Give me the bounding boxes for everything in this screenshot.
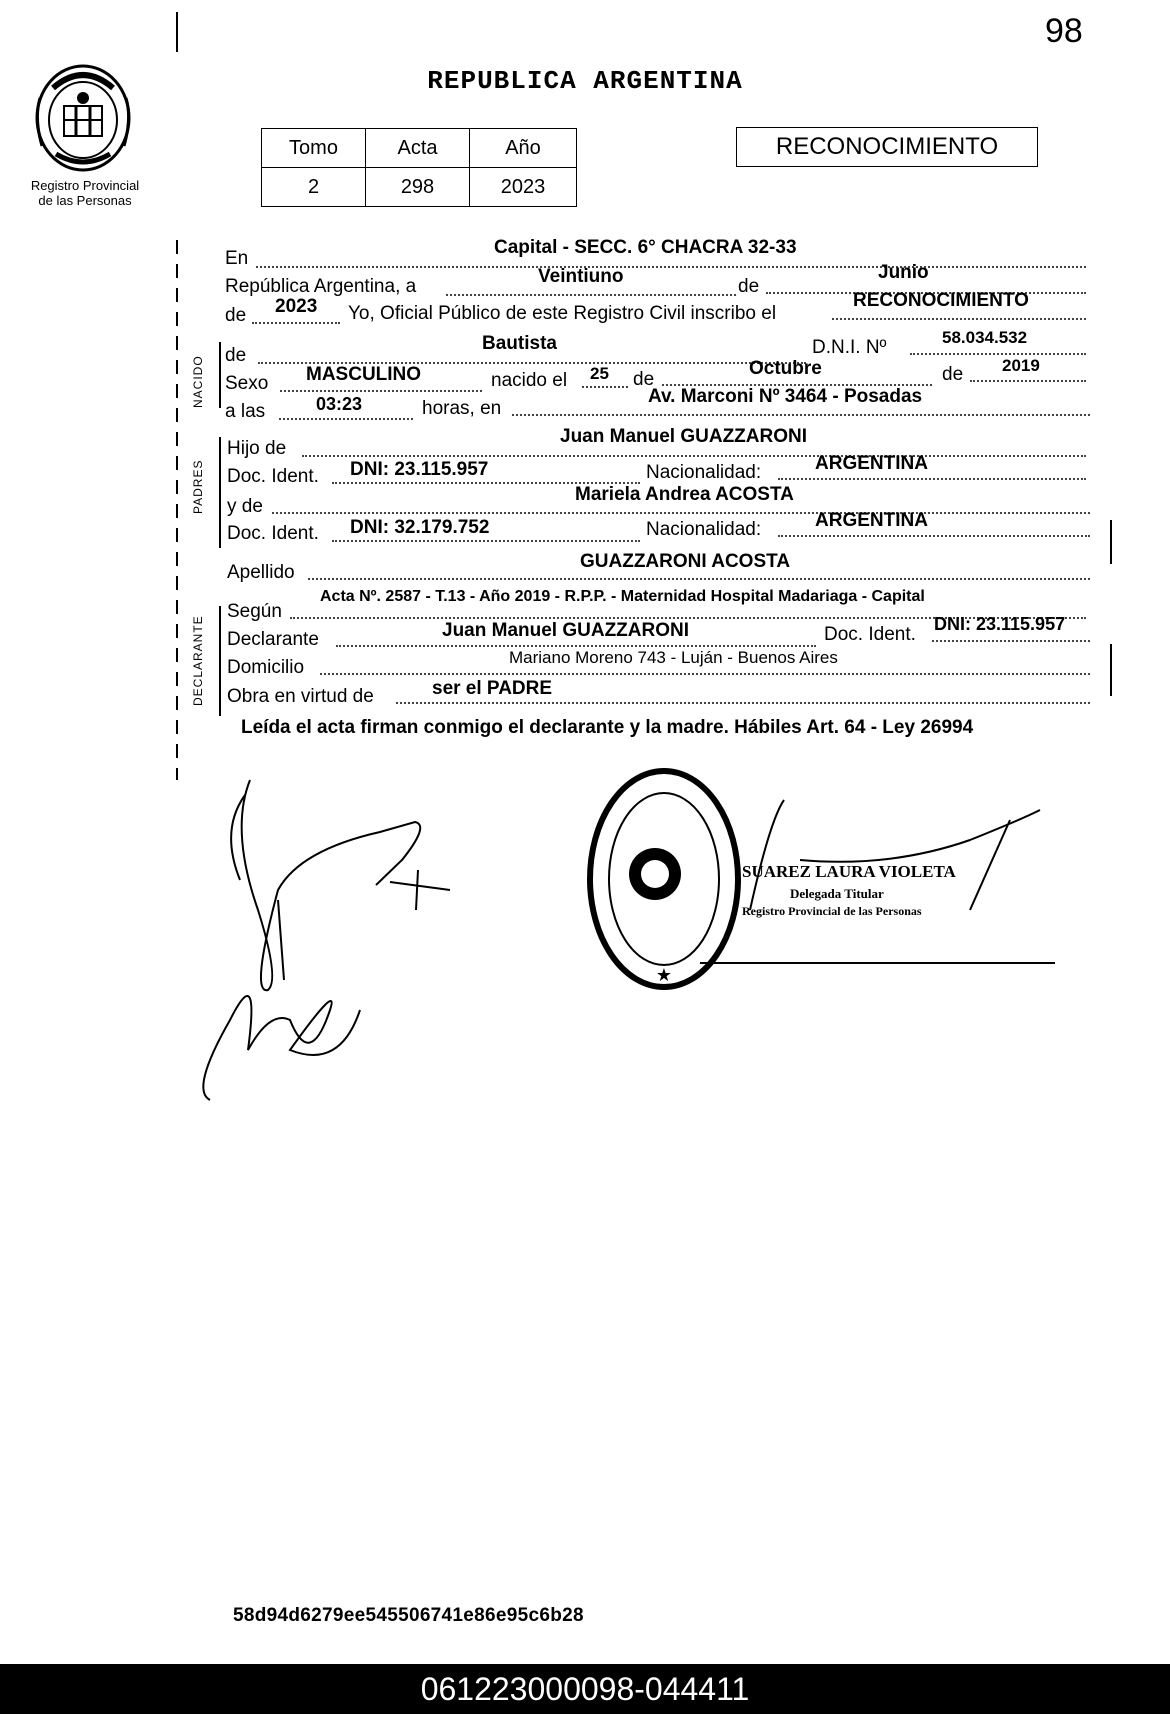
- margin-mark: [176, 240, 178, 780]
- label-doc-ident2: Doc. Ident.: [227, 523, 319, 544]
- official-stamp: [585, 766, 743, 992]
- label-doc-ident3: Doc. Ident.: [824, 624, 916, 645]
- registry-table: [261, 128, 577, 207]
- act-type-box: RECONOCIMIENTO: [736, 127, 1038, 167]
- official-name: SUAREZ LAURA VIOLETA: [742, 862, 956, 881]
- value-segun: Acta Nº. 2587 - T.13 - Año 2019 - R.P.P. - Maternidad Hospital Madariaga - Capital: [320, 588, 925, 605]
- value-dni: 58.034.532: [942, 328, 1028, 347]
- value-mes: Junio: [878, 262, 929, 283]
- value-dia: Veintiuno: [538, 266, 624, 287]
- label-apellido: Apellido: [227, 562, 295, 583]
- value-dia-nac: 25: [590, 364, 609, 383]
- value-lugar: Capital - SECC. 6° CHACRA 32-33: [494, 237, 797, 258]
- label-declarante: Declarante: [227, 629, 319, 650]
- margin-mark: [176, 12, 178, 52]
- value-padre-doc: DNI: 23.115.957: [350, 459, 489, 480]
- label-nacido-el: nacido el: [491, 370, 568, 391]
- document-hash: 58d94d6279ee545506741e86e95c6b28: [233, 1605, 584, 1626]
- declarant-signature: [190, 770, 520, 1120]
- value-padre-nac: ARGENTINA: [815, 453, 928, 474]
- margin-mark: [1110, 520, 1112, 564]
- value-padre: Juan Manuel GUAZZARONI: [560, 426, 808, 447]
- label-de2: de: [225, 305, 247, 326]
- label-en: En: [225, 248, 249, 269]
- label-doc-ident: Doc. Ident.: [227, 466, 319, 487]
- acta-value: 298: [366, 168, 470, 207]
- label-domicilio: Domicilio: [227, 657, 305, 678]
- label-segun: Según: [227, 601, 282, 622]
- label-y-de: y de: [227, 496, 263, 517]
- side-label-declarante: DECLARANTE: [191, 615, 205, 706]
- label-yo: Yo, Oficial Público de este Registro Civil inscribo el: [348, 303, 777, 324]
- label-nacionalidad2: Nacionalidad:: [646, 519, 762, 540]
- label-hijo-de: Hijo de: [227, 438, 287, 459]
- value-apellido: GUAZZARONI ACOSTA: [580, 551, 791, 572]
- value-nombre: Bautista: [482, 333, 557, 354]
- label-republica: República Argentina, a: [225, 276, 417, 297]
- nacido-bracket: [219, 342, 221, 408]
- seal-icon: [28, 58, 138, 176]
- side-label-padres: PADRES: [191, 459, 205, 514]
- value-sexo: MASCULINO: [306, 364, 422, 385]
- value-domicilio: Mariano Moreno 743 - Luján - Buenos Aires: [509, 648, 838, 667]
- tomo-value: 2: [262, 168, 366, 207]
- value-anio: 2023: [275, 296, 318, 317]
- provincial-seal-logo: [28, 58, 138, 181]
- value-hora: 03:23: [316, 394, 363, 414]
- value-anio-nac: 2019: [1002, 356, 1040, 375]
- tomo-header: Tomo: [262, 129, 366, 168]
- value-obra: ser el PADRE: [432, 678, 553, 699]
- footer-barcode-code: 061223000098-044411: [0, 1664, 1170, 1714]
- value-acto: RECONOCIMIENTO: [853, 290, 1029, 311]
- closing-text: Leída el acta firman conmigo el declarante y la madre. Hábiles Art. 64 - Ley 26994: [241, 717, 974, 738]
- value-madre-doc: DNI: 32.179.752: [350, 517, 490, 538]
- logo-caption-line1: Registro Provincial: [30, 178, 140, 193]
- official-signature: [740, 780, 1060, 920]
- label-horas-en: horas, en: [422, 398, 502, 419]
- document-title: REPUBLICA ARGENTINA: [427, 66, 743, 96]
- label-de4: de: [633, 369, 655, 390]
- anio-header: Año: [470, 129, 577, 168]
- page-number: 98: [1045, 12, 1083, 50]
- declarante-bracket: [219, 606, 221, 716]
- acta-header: Acta: [366, 129, 470, 168]
- label-a-las: a las: [225, 401, 266, 422]
- official-org: Registro Provincial de las Personas: [742, 904, 922, 918]
- label-de5: de: [942, 364, 964, 385]
- label-sexo: Sexo: [225, 373, 269, 394]
- margin-mark: [1110, 644, 1112, 696]
- signature-line: [700, 962, 1055, 964]
- label-obra: Obra en virtud de: [227, 686, 374, 707]
- side-label-nacido: NACIDO: [191, 355, 205, 408]
- value-mes-nac: Octubre: [749, 358, 822, 379]
- value-madre-nac: ARGENTINA: [815, 510, 928, 531]
- value-lugar-nac: Av. Marconi Nº 3464 - Posadas: [648, 386, 923, 407]
- label-dni: D.N.I. Nº: [812, 337, 887, 358]
- value-declarante: Juan Manuel GUAZZARONI: [442, 620, 690, 641]
- label-de3: de: [225, 345, 247, 366]
- value-madre: Mariela Andrea ACOSTA: [575, 484, 794, 505]
- registry-logo-caption: [10, 178, 160, 208]
- padres-bracket: [219, 437, 221, 548]
- value-declarante-doc: DNI: 23.115.957: [934, 614, 1066, 634]
- label-de: de: [738, 276, 760, 297]
- label-nacionalidad: Nacionalidad:: [646, 462, 762, 483]
- anio-value: 2023: [470, 168, 577, 207]
- logo-caption-line2: de las Personas: [38, 193, 132, 208]
- svg-text:★: ★: [655, 965, 673, 986]
- official-role: Delegada Titular: [790, 886, 884, 901]
